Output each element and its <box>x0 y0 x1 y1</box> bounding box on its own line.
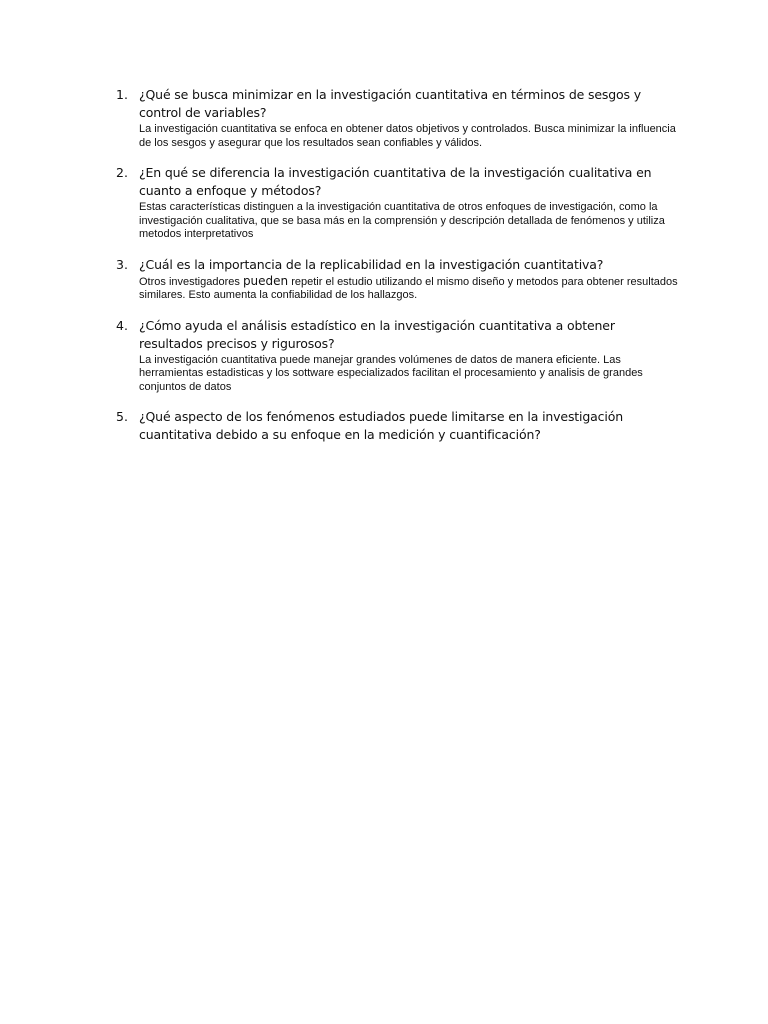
answer-text-end: repetir el estudio utilizando el mismo diseño y metodos para obtener resultados similares. Esto aumenta la confiabilidad de los hallazgos. <box>139 275 678 301</box>
question-item-5 <box>108 408 678 444</box>
question-number: 3. <box>116 256 128 272</box>
answer-text: Estas características distinguen a la investigación cuantitativa de otros enfoques de investigación, como la investigación cualitativa, que se basa más en la comprensión y descripción detallada de fenómenos y utiliza metodos interpretativos <box>139 201 665 240</box>
question-number: 2. <box>116 165 128 180</box>
answer-text-start: Otros investigadores <box>139 275 243 288</box>
answer-text-emphasis: pueden <box>242 273 289 288</box>
question-text: ¿Qué aspecto de los fenómenos estudiados puede limitarse en la investigación cuantitativa debido a su enfoque en la medición y cuantificación? <box>139 409 623 442</box>
question-text: ¿En qué se diferencia la investigación cuantitativa de la investigación cualitativa en cuanto a enfoque y métodos? <box>139 165 652 198</box>
question-number: 1. <box>116 87 128 102</box>
question-number: 4. <box>116 317 128 333</box>
question-item-3 <box>108 256 678 303</box>
answer-text <box>139 275 678 303</box>
question-text: ¿Cuál es la importancia de la replicabilidad en la investigación cuantitativa? <box>139 256 604 272</box>
answer-text: La investigación cuantitativa se enfoca en obtener datos objetivos y controlados. Busca minimizar la influencia de los sesgos y asegurar que los resultados sean confiables y válidos. <box>139 123 676 149</box>
question-item-1 <box>108 86 678 150</box>
question-item-4 <box>108 317 678 395</box>
question-text: ¿Qué se busca minimizar en la investigación cuantitativa en términos de sesgos y control de variables? <box>139 87 641 120</box>
answer-text: La investigación cuantitativa puede manejar grandes volúmenes de datos de manera eficiente. Las herramientas estadisticas y los sottware especializados facilitan el procesamiento y analisis de grandes conjuntos de datos <box>139 353 643 393</box>
question-number: 5. <box>116 409 128 424</box>
question-item-2 <box>108 164 678 242</box>
question-list <box>108 86 678 458</box>
question-text: ¿Cómo ayuda el análisis estadístico en la investigación cuantitativa a obtener resultados precisos y rigurosos? <box>139 317 615 351</box>
